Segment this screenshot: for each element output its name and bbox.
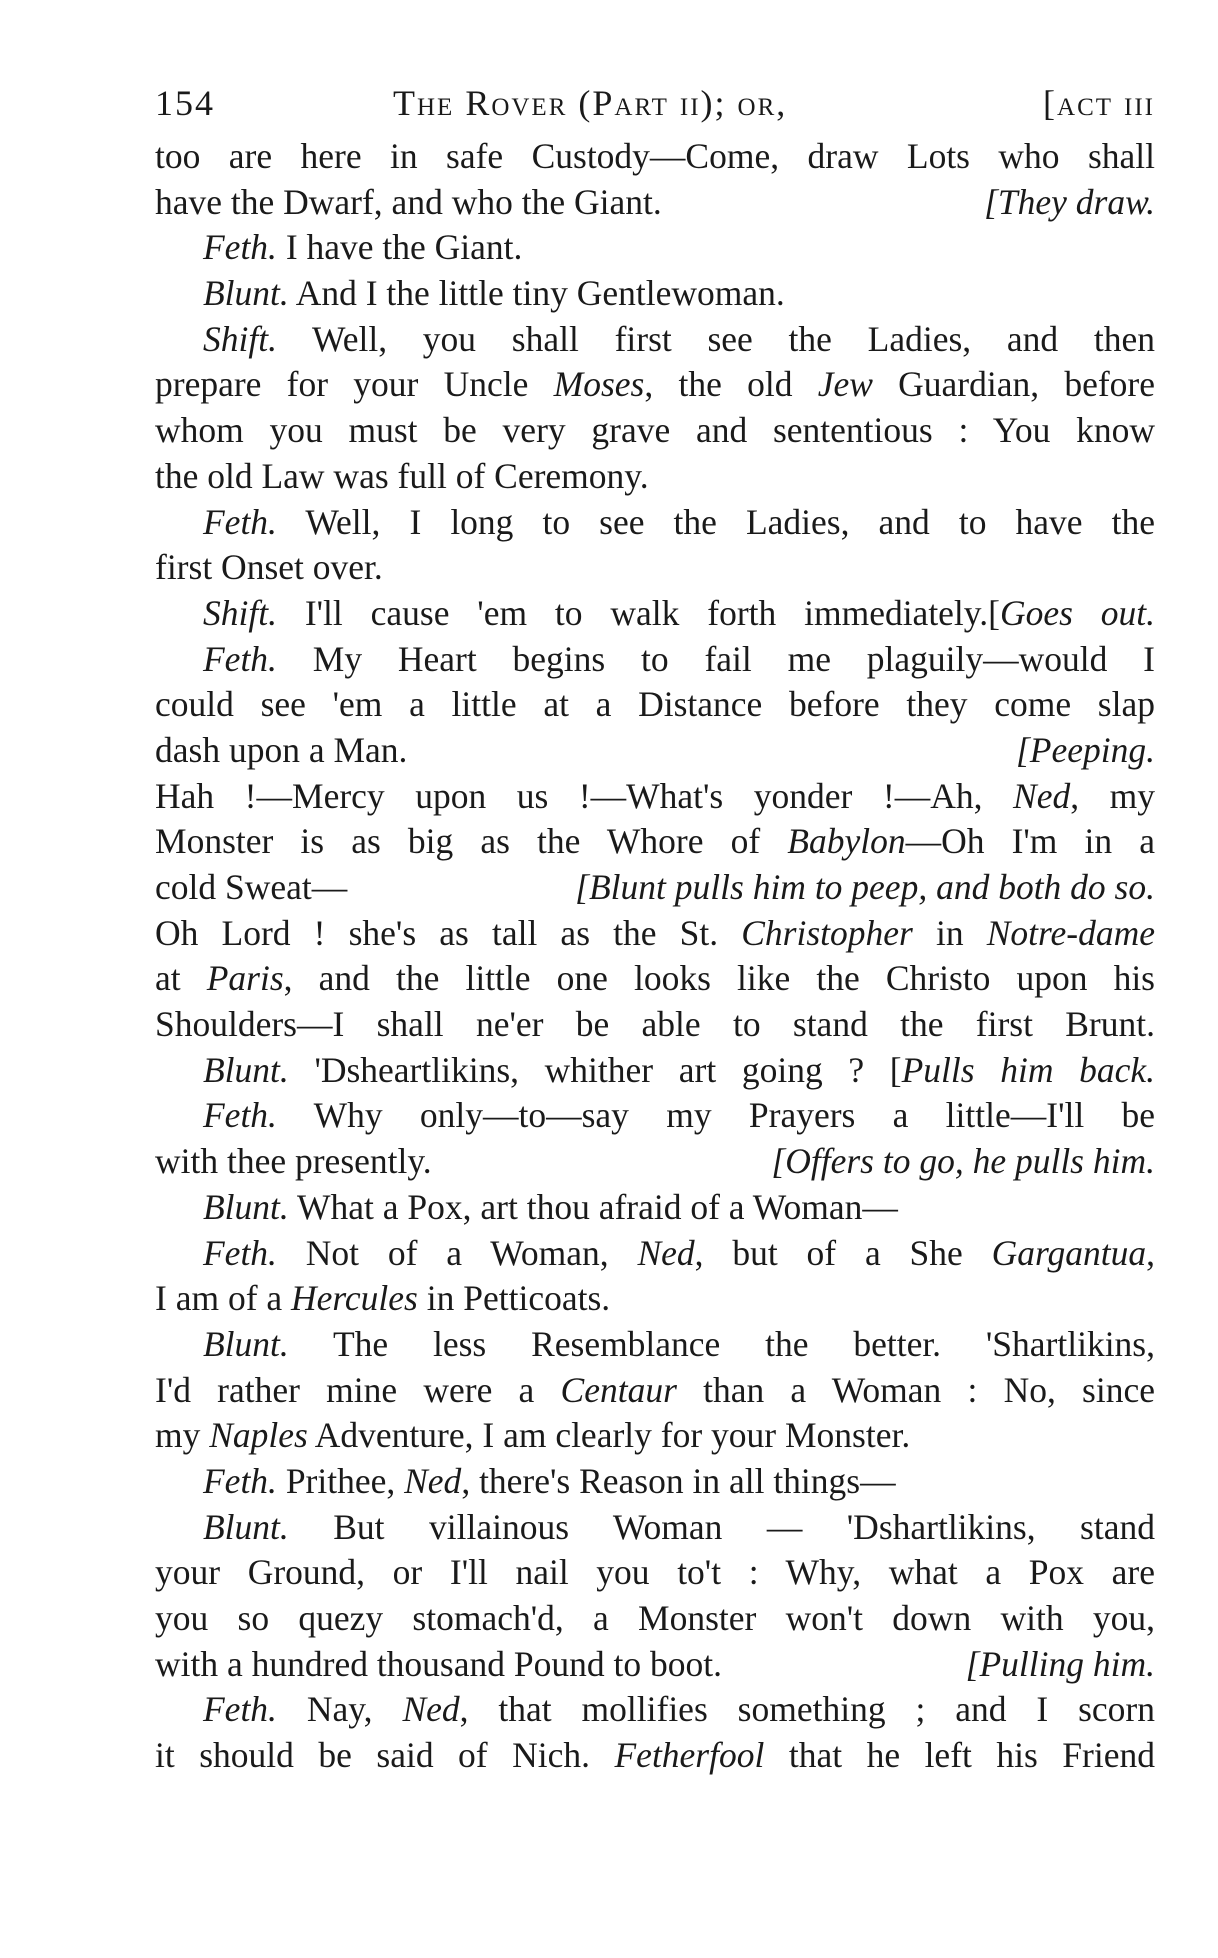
line-text: cold Sweat— [155,867,348,907]
text-line: could see 'em a little at a Distance before they come slap [155,684,1155,725]
line-text: with thee presently. [155,1141,432,1182]
text-line: Hah !—Mercy upon us !—What's yonder !—Ah, Ned, my [155,775,1155,816]
text-line: I am of a Hercules in Petticoats. [155,1278,611,1319]
speech-line: Blunt. But villainous Woman — 'Dshartlikins, stand [203,1506,1155,1547]
text-line: you so quezy stomach'd, a Monster won't down with you, [155,1598,1155,1638]
speech-line: Shift. I'll cause 'em to walk forth immediately.[Goes out. [203,592,1155,633]
stage-direction: [Pulling him. [965,1643,1155,1684]
line-text: with a hundred thousand Pound to boot. [155,1643,722,1684]
speech-line: Feth. My Heart begins to fail me plaguily—would I [203,638,1155,679]
text-line [155,865,1155,911]
page-number: 154 [155,83,215,123]
speech-line: Blunt. The less Resemblance the better. 'Shartlikins, [203,1323,1155,1364]
text-block [155,134,1155,1779]
text-line: my Naples Adventure, I am clearly for your Monster. [155,1415,911,1456]
text-line: prepare for your Uncle Moses, the old Jew Guardian, before [155,364,1155,405]
text-line [155,180,1155,226]
text-line [155,1642,1155,1688]
text-line: the old Law was full of Ceremony. [155,455,649,496]
speech-line: Shift. Well, you shall first see the Ladies, and then [203,318,1155,359]
stage-direction: [Offers to go, he pulls him. [771,1141,1155,1182]
speech-line: Blunt. 'Dsheartlikins, whither art going ? [Pulls him back. [203,1049,1155,1090]
speech-line: Feth. Nay, Ned, that mollifies something ; and I scorn [203,1689,1155,1730]
text-line [155,728,1155,774]
stage-direction: [Peeping. [1015,729,1155,770]
speech-line: Feth. I have the Giant. [203,227,523,268]
running-title: The Rover (Part ii); or, [393,83,788,123]
speech-line: Feth. Not of a Woman, Ned, but of a She Gargantua, [203,1232,1155,1273]
speech-line: Feth. Prithee, Ned, there's Reason in all things— [203,1460,896,1501]
text-line: Oh Lord ! she's as tall as the St. Christopher in Notre-dame [155,912,1155,953]
text-line: it should be said of Nich. Fetherfool that he left his Friend [155,1735,1155,1776]
text-line: Shoulders—I shall ne'er be able to stand the first Brunt. [155,1004,1155,1045]
text-line: whom you must be very grave and sententious : You know [155,410,1155,451]
stage-direction: [They draw. [984,181,1155,222]
speech-line: Feth. Why only—to—say my Prayers a little—I'll be [203,1095,1155,1136]
text-line: I'd rather mine were a Centaur than a Woman : No, since [155,1369,1155,1410]
text-line [155,1139,1155,1185]
text-line: first Onset over. [155,547,383,588]
speech-line: Feth. Well, I long to see the Ladies, and to have the [203,501,1155,542]
running-header [155,78,1155,128]
line-text: have the Dwarf, and who the Giant. [155,181,662,222]
act-label: [act iii [1043,83,1155,123]
line-text: dash upon a Man. [155,729,408,770]
speech-line: Blunt. What a Pox, art thou afraid of a Woman— [203,1186,898,1227]
text-line: at Paris, and the little one looks like the Christo upon his [155,958,1155,999]
text-line: Monster is as big as the Whore of Babylon—Oh I'm in a [155,821,1155,862]
speech-line: Blunt. And I the little tiny Gentlewoman. [203,273,785,314]
text-line: too are here in safe Custody—Come, draw Lots who shall [155,136,1155,176]
stage-direction: [Blunt pulls him to peep, and both do so. [575,867,1155,907]
text-line: your Ground, or I'll nail you to't : Why, what a Pox are [155,1552,1155,1593]
